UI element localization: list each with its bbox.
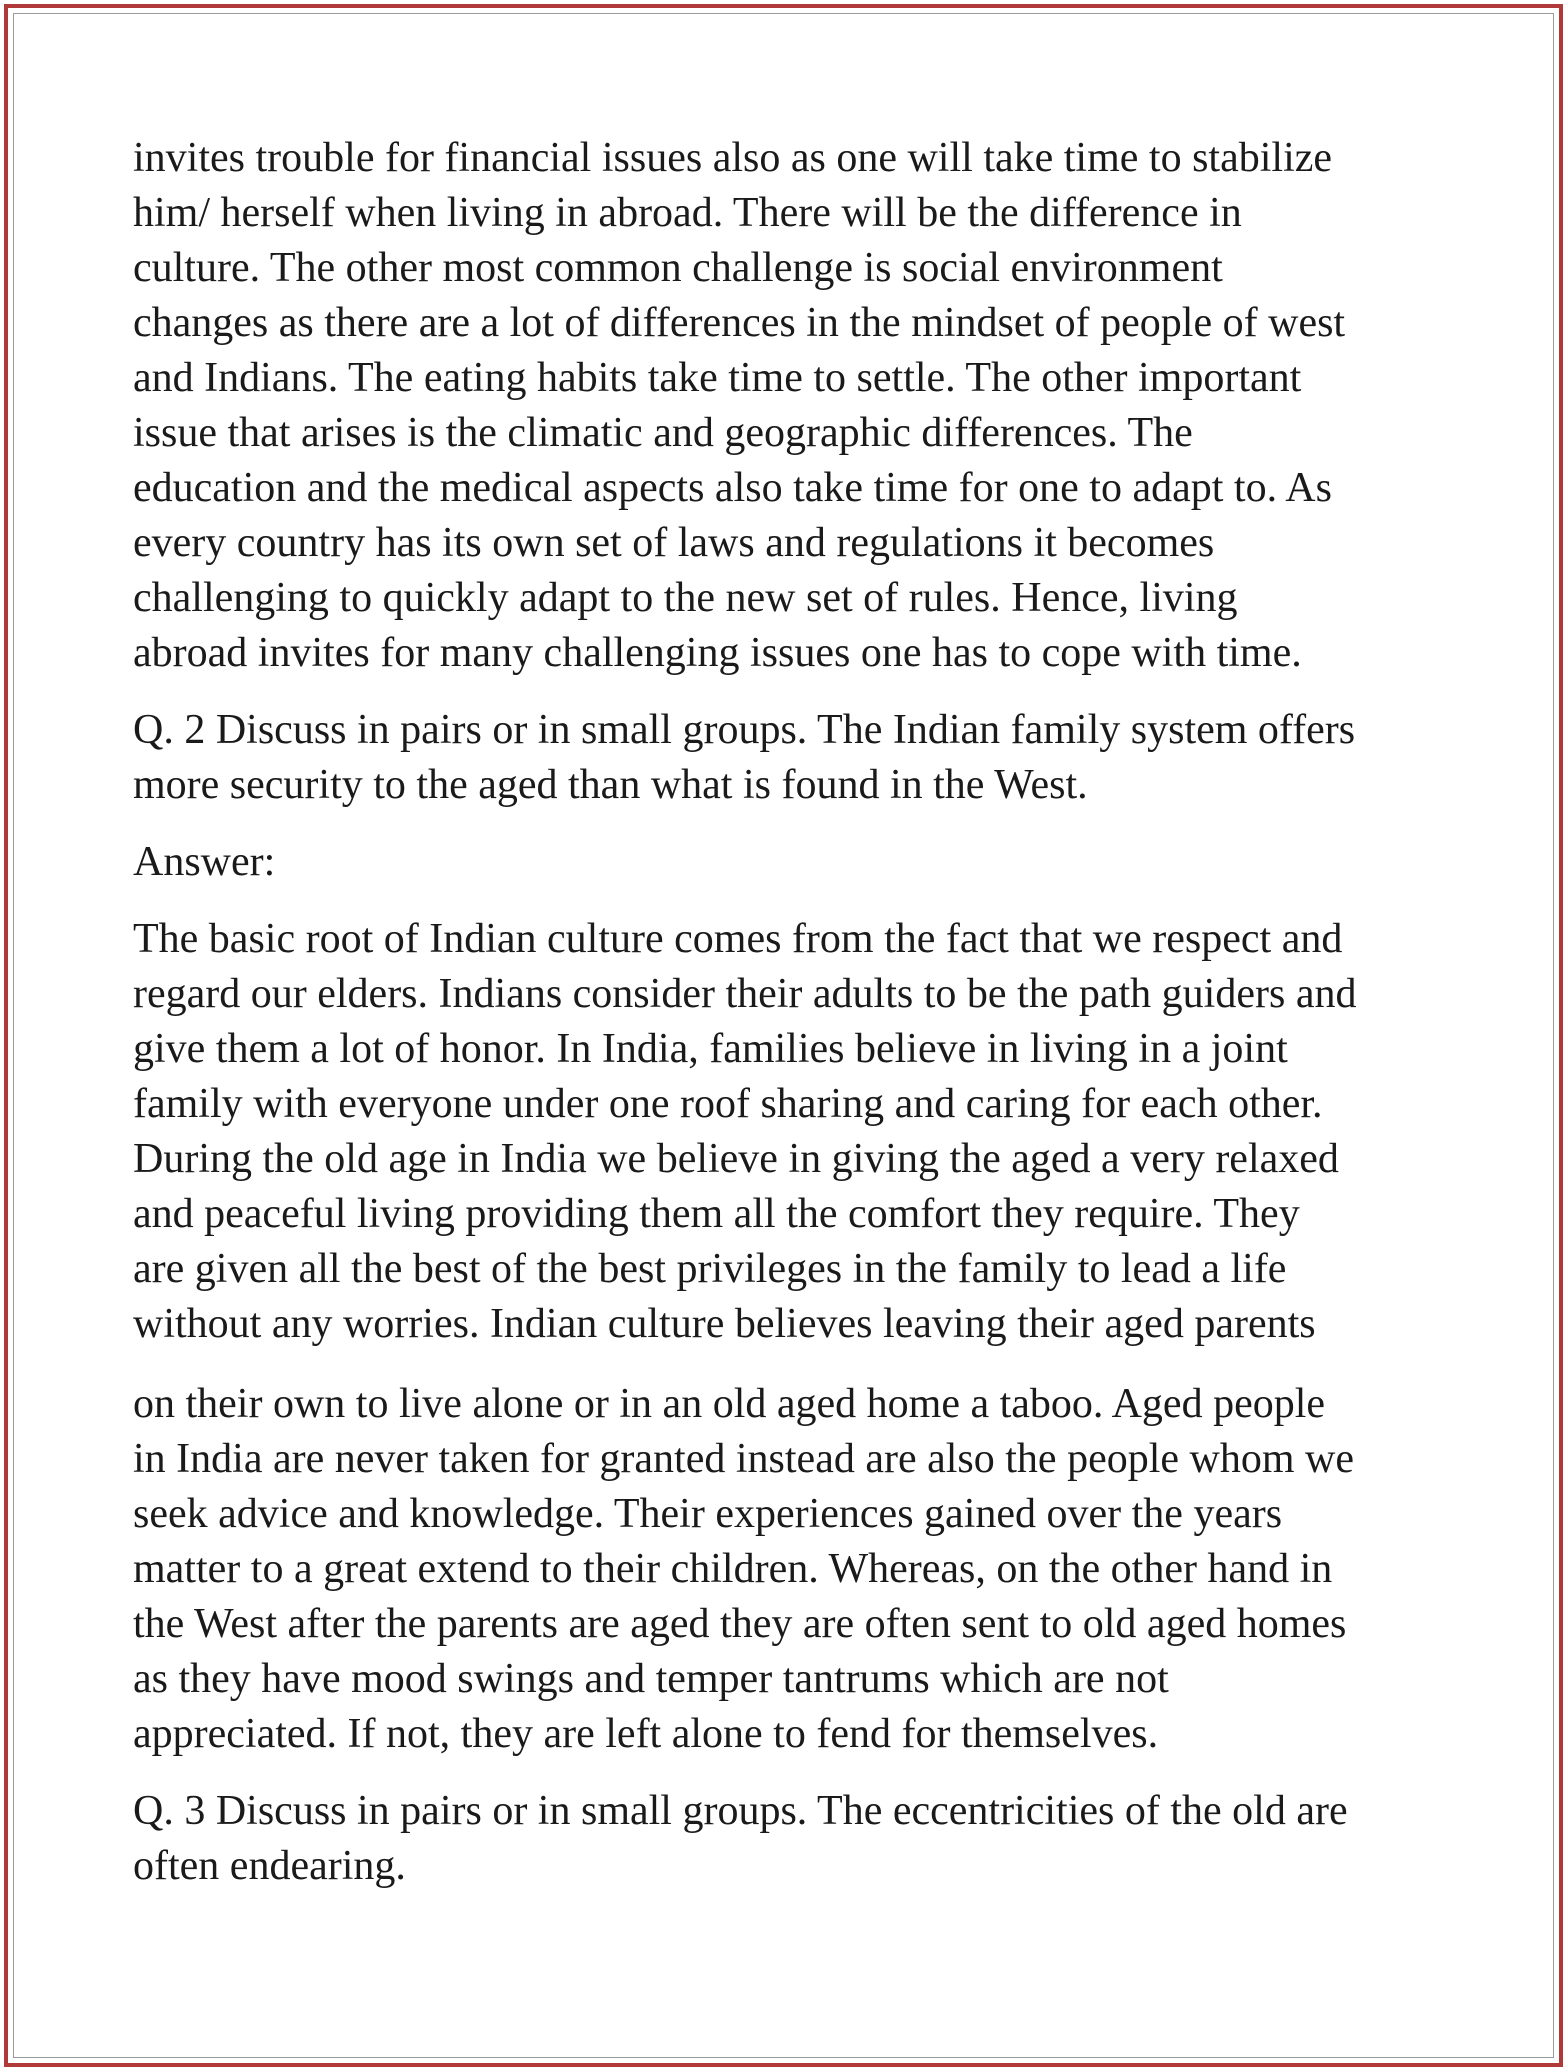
text-line: as they have mood swings and temper tantrums which are not — [133, 1656, 1169, 1702]
text-line: Answer: — [133, 839, 276, 885]
text-line: Q. 2 Discuss in pairs or in small groups. The Indian family system offers — [133, 707, 1356, 753]
paragraph-indian-family — [133, 912, 1453, 1352]
text-line: him/ herself when living in abroad. There will be the difference in — [133, 190, 1242, 236]
text-line: often endearing. — [133, 1843, 406, 1889]
question-2 — [133, 703, 1453, 813]
text-line: During the old age in India we believe in giving the aged a very relaxed — [133, 1136, 1339, 1182]
text-line: challenging to quickly adapt to the new set of rules. Hence, living — [133, 575, 1238, 621]
text-line: issue that arises is the climatic and geographic differences. The — [133, 410, 1193, 456]
paragraph-west-comparison — [133, 1377, 1453, 1762]
text-line: abroad invites for many challenging issues one has to cope with time. — [133, 630, 1302, 676]
text-line: Q. 3 Discuss in pairs or in small groups. The eccentricities of the old are — [133, 1788, 1348, 1834]
text-line: on their own to live alone or in an old aged home a taboo. Aged people — [133, 1381, 1326, 1427]
text-line: more security to the aged than what is found in the West. — [133, 762, 1088, 808]
text-line: without any worries. Indian culture believes leaving their aged parents — [133, 1301, 1316, 1347]
text-line: invites trouble for financial issues also as one will take time to stabilize — [133, 135, 1333, 181]
document-body — [133, 131, 1453, 1894]
text-line: give them a lot of honor. In India, families believe in living in a joint — [133, 1026, 1288, 1072]
text-line: the West after the parents are aged they are often sent to old aged homes — [133, 1601, 1347, 1647]
text-line: culture. The other most common challenge is social environment — [133, 245, 1223, 291]
text-line: are given all the best of the best privileges in the family to lead a life — [133, 1246, 1287, 1292]
text-line: seek advice and knowledge. Their experiences gained over the years — [133, 1491, 1283, 1537]
text-line: The basic root of Indian culture comes from the fact that we respect and — [133, 916, 1343, 962]
text-line: family with everyone under one roof sharing and caring for each other. — [133, 1081, 1323, 1127]
question-3 — [133, 1784, 1453, 1894]
text-line: appreciated. If not, they are left alone to fend for themselves. — [133, 1711, 1159, 1757]
text-line: in India are never taken for granted instead are also the people whom we — [133, 1436, 1354, 1482]
text-line: matter to a great extend to their children. Whereas, on the other hand in — [133, 1546, 1333, 1592]
text-line: every country has its own set of laws and regulations it becomes — [133, 520, 1215, 566]
text-line: regard our elders. Indians consider their adults to be the path guiders and — [133, 971, 1357, 1017]
text-line: education and the medical aspects also take time for one to adapt to. As — [133, 465, 1332, 511]
text-line: changes as there are a lot of differences in the mindset of people of west — [133, 300, 1346, 346]
text-line: and Indians. The eating habits take time to settle. The other important — [133, 355, 1302, 401]
text-line: and peaceful living providing them all the comfort they require. They — [133, 1191, 1300, 1237]
answer-label — [133, 835, 1453, 890]
paragraph-challenges-abroad — [133, 131, 1453, 681]
